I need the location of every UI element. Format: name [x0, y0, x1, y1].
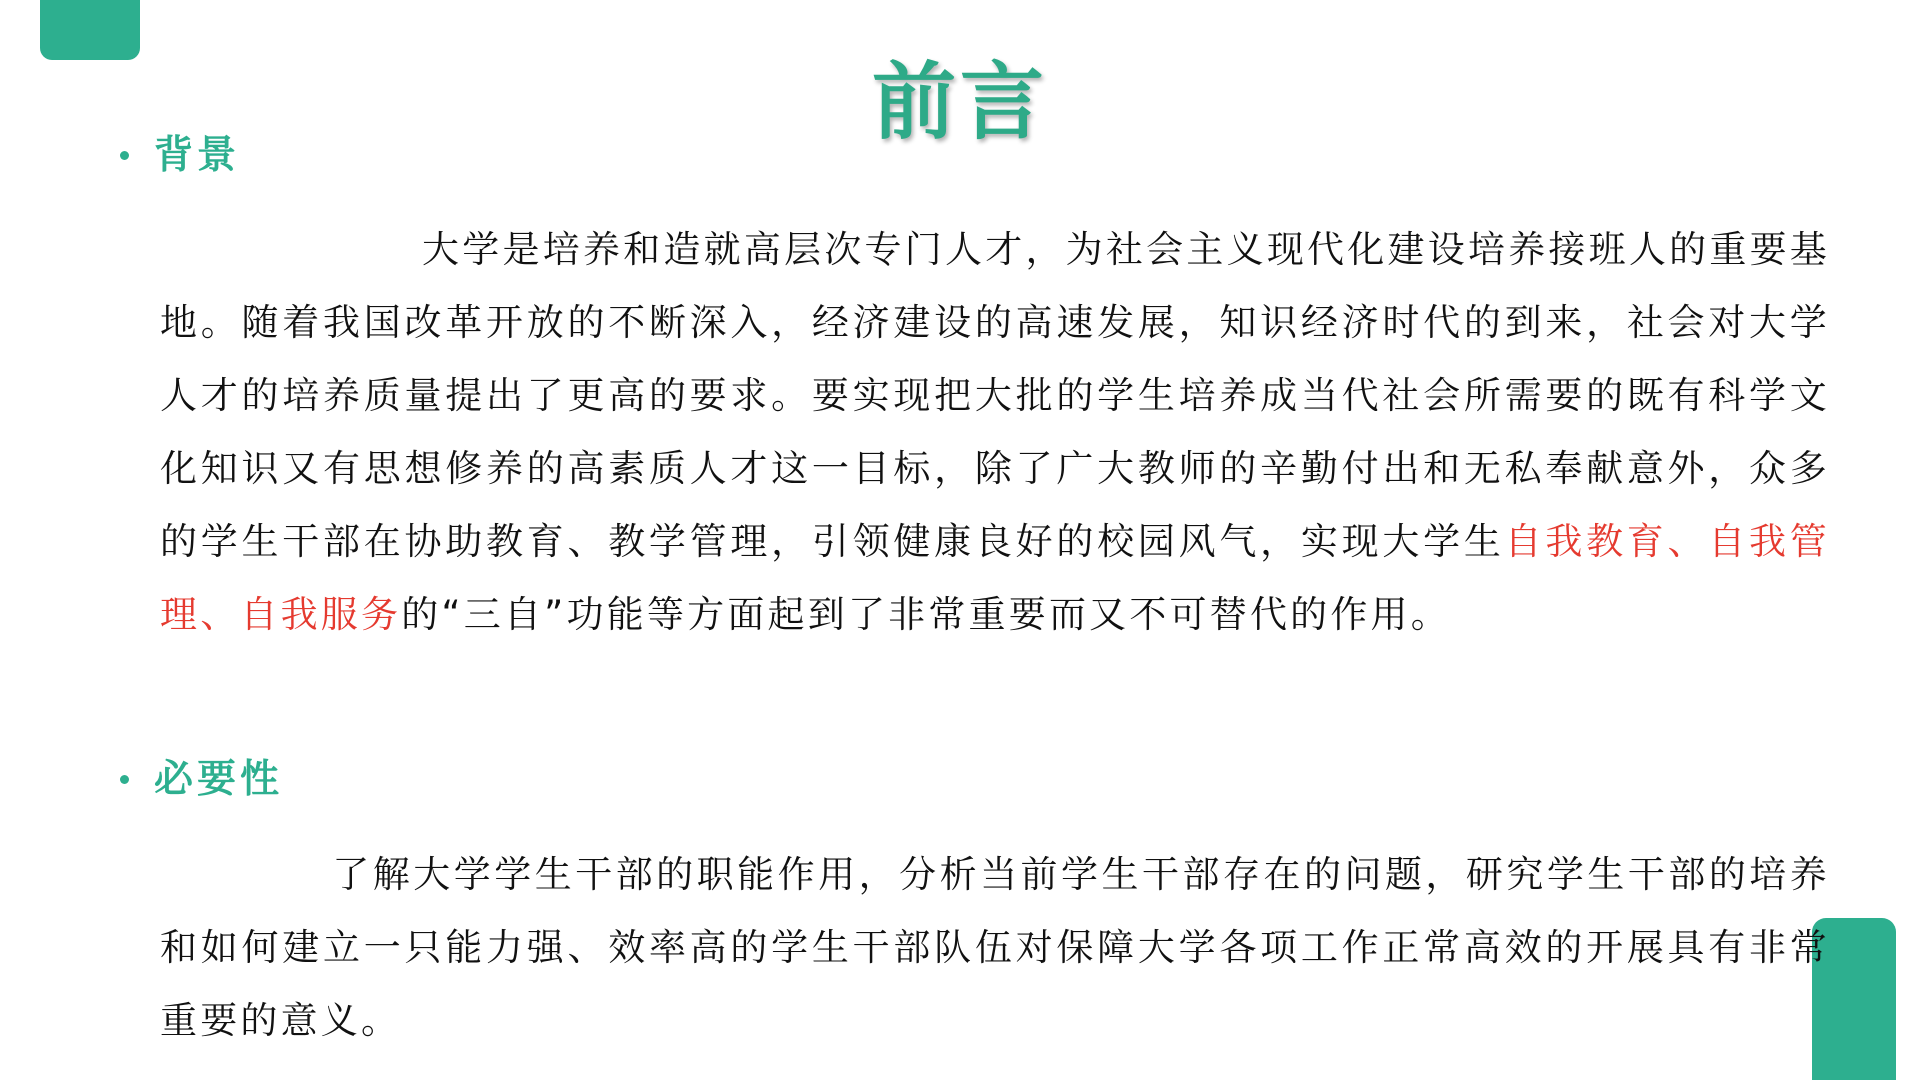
paragraph-text: 大学是培养和造就高层次专门人才，为社会主义现代化建设培养接班人的重要基地。随着我国改革开放的不断深入，经济建设的高速发展，知识经济时代的到来，社会对大学人才的培养质量提出了更高的要求。要实现把大批的学生培养成当代社会所需要的既有科学文化知识又有思想修养的高素质人才这一目标，除了广大教师的辛勤付出和无私奉献意外，众多的学生干部在协助教育、教学管理，引领健康良好的校园风气，实现大学生	[160, 228, 1830, 563]
section-heading-background	[120, 133, 241, 178]
background-paragraph	[160, 213, 1830, 651]
bullet-icon	[120, 775, 129, 784]
section-heading-necessity	[120, 757, 284, 802]
bullet-icon	[120, 151, 129, 160]
decorative-corner-block-top	[40, 0, 140, 60]
slide-title: 前言	[871, 53, 1048, 151]
paragraph-text-end: 的“三自”功能等方面起到了非常重要而又不可替代的作用。	[401, 593, 1451, 636]
section-heading-label: 背景	[154, 133, 241, 178]
necessity-paragraph	[160, 838, 1830, 1057]
section-heading-label: 必要性	[154, 757, 284, 802]
paragraph-text: 了解大学学生干部的职能作用，分析当前学生干部存在的问题，研究学生干部的培养和如何建立一只能力强、效率高的学生干部队伍对保障大学各项工作正常高效的开展具有非常重要的意义。	[160, 853, 1830, 1042]
highlighted-text: 自我教育、自我管理、自我服务	[160, 520, 1830, 636]
